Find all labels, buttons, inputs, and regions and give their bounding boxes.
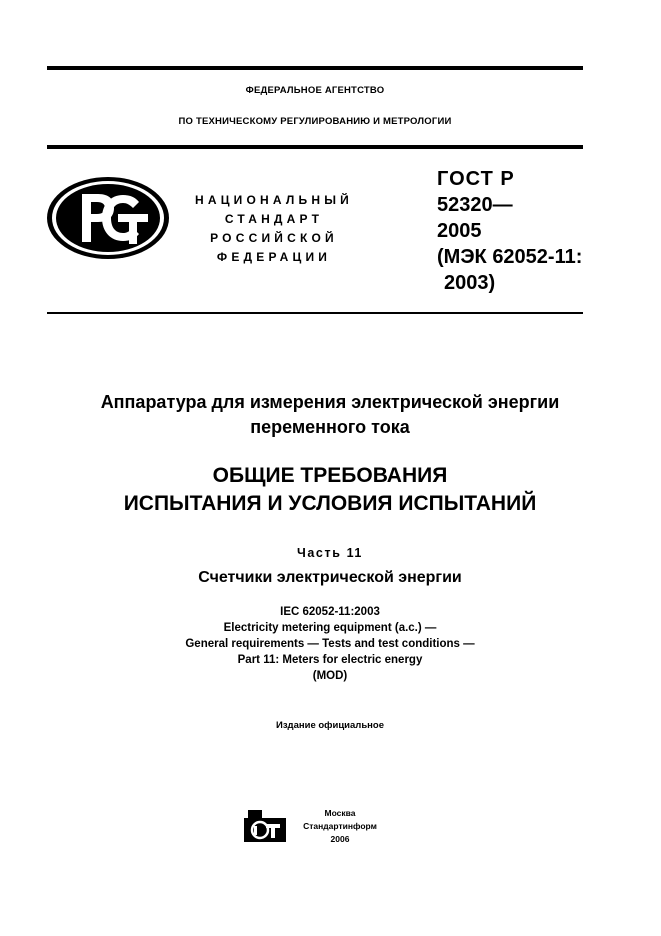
national-standard-line-2: СТАНДАРТ [224,212,324,226]
title-line-2: переменного тока [250,417,410,437]
main-title [30,462,630,518]
standard-designation [437,166,597,296]
agency-line-1: ФЕДЕРАЛЬНОЕ АГЕНТСТВО [245,85,385,96]
publisher-name: Стандартинформ [303,821,377,831]
designation-line-2: 52320— [437,194,513,216]
iec-line-4: Part 11: Meters for electric energy [237,654,423,666]
iec-line-5: (MOD) [312,670,348,682]
national-standard-line-3: РОССИЙСКОЙ [210,231,338,245]
standard-block-rule [47,312,583,314]
document-title [30,390,630,440]
iec-line-2: Electricity metering equipment (a.c.) — [223,622,437,634]
standartinform-logo-icon [244,810,286,842]
designation-line-4: (МЭК 62052-11: [437,246,583,268]
iec-line-1: IEC 62052-11:2003 [280,606,380,618]
iec-line-3: General requirements — Tests and test conditions — [185,638,475,650]
title-line-1: Аппаратура для измерения электрической энергии [100,392,560,412]
edition-label: Издание официальное [276,720,384,731]
part-label: Часть 11 [297,546,363,560]
part-title: Счетчики электрической энергии [198,569,462,586]
publisher-city: Москва [324,808,356,818]
publisher-year: 2006 [330,834,350,844]
designation-line-3: 2005 [437,220,482,242]
national-standard-label [176,191,372,267]
top-rule [47,66,583,70]
national-standard-line-1: НАЦИОНАЛЬНЫЙ [194,193,354,207]
header-rule [47,145,583,149]
national-standard-line-4: ФЕДЕРАЦИИ [216,250,332,264]
iec-reference [30,604,630,684]
main-title-line-2: ИСПЫТАНИЯ И УСЛОВИЯ ИСПЫТАНИЙ [123,492,537,515]
designation-line-1: ГОСТ Р [437,168,515,190]
designation-line-5: 2003) [444,272,496,294]
publisher-info [292,807,388,846]
rst-logo-icon [46,176,170,260]
main-title-line-1: ОБЩИЕ ТРЕБОВАНИЯ [212,464,448,487]
agency-line-2: ПО ТЕХНИЧЕСКОМУ РЕГУЛИРОВАНИЮ И МЕТРОЛОГИИ [178,116,452,127]
